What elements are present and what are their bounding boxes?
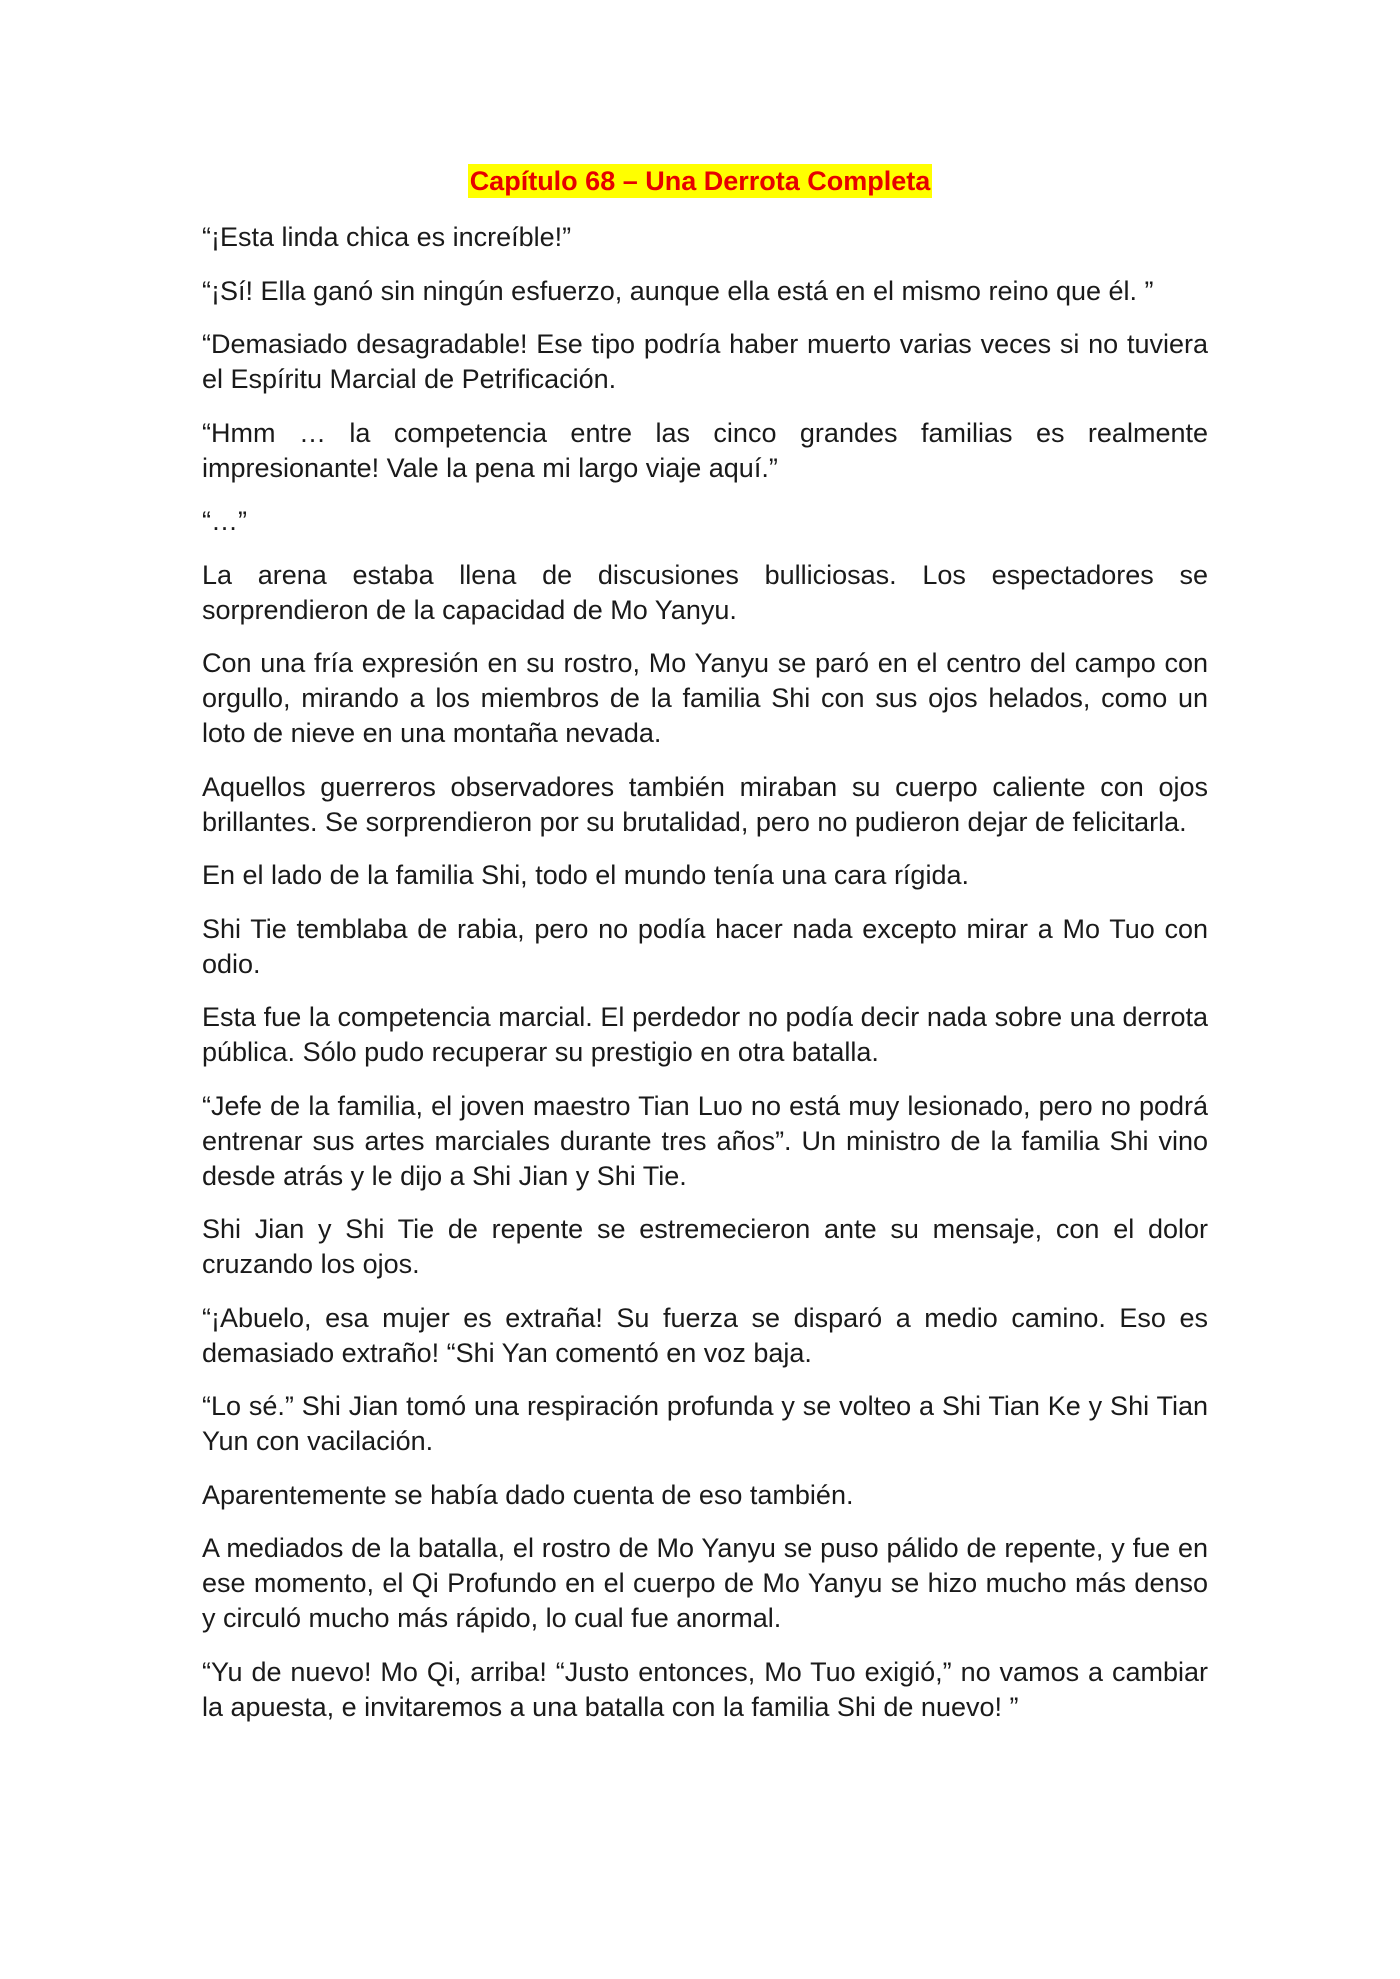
paragraph: En el lado de la familia Shi, todo el mundo tenía una cara rígida. (202, 860, 969, 890)
paragraph: A mediados de la batalla, el rostro de Mo Yanyu se puso pálido de repente, y fue en ese momento, el Qi Profundo en el cuerpo de Mo Yanyu se hizo mucho más denso y circuló mucho más rápido, lo cual fue anormal. (202, 1533, 1208, 1633)
paragraph: Shi Tie temblaba de rabia, pero no podía hacer nada excepto mirar a Mo Tuo con odio. (202, 913, 1208, 979)
paragraph: “Lo sé.” Shi Jian tomó una respiración profunda y se volteo a Shi Tian Ke y Shi Tian Yun con vacilación. (202, 1391, 1208, 1456)
paragraph: “Hmm … la competencia entre las cinco grandes familias es realmente impresionante! Vale la pena mi largo viaje aquí.” (202, 417, 1208, 483)
paragraph: La arena estaba llena de discusiones bulliciosas. Los espectadores se sorprendieron de la capacidad de Mo Yanyu. (202, 559, 1208, 625)
paragraph: Aparentemente se había dado cuenta de eso también. (202, 1479, 854, 1510)
paragraph: “¡Sí! Ella ganó sin ningún esfuerzo, aunque ella está en el mismo reino que él. ” (202, 275, 1154, 306)
paragraph: Esta fue la competencia marcial. El perdedor no podía decir nada sobre una derrota pública. Sólo pudo recuperar su prestigio en otra batalla. (202, 1002, 1208, 1067)
paragraph: “¡Esta linda chica es increíble!” (202, 222, 572, 252)
chapter-title: Capítulo 68 – Una Derrota Completa (469, 166, 931, 196)
paragraph: Shi Jian y Shi Tie de repente se estremecieron ante su mensaje, con el dolor cruzando los ojos. (202, 1214, 1208, 1279)
paragraph: “Jefe de la familia, el joven maestro Tian Luo no está muy lesionado, pero no podrá entrenar sus artes marciales durante tres años”. Un ministro de la familia Shi vino desde atrás y le dijo a Shi Jian y Shi Tie. (202, 1090, 1208, 1191)
title-row (0, 164, 1400, 198)
paragraph: “…” (202, 506, 247, 536)
paragraph: “¡Abuelo, esa mujer es extraña! Su fuerza se disparó a medio camino. Eso es demasiado extraño! “Shi Yan comentó en voz baja. (202, 1302, 1208, 1368)
paragraph: “Yu de nuevo! Mo Qi, arriba! “Justo entonces, Mo Tuo exigió,” no vamos a cambiar la apuesta, e invitaremos a una batalla con la familia Shi de nuevo! ” (202, 1656, 1208, 1722)
paragraph: “Demasiado desagradable! Ese tipo podría haber muerto varias veces si no tuviera el Espíritu Marcial de Petrificación. (202, 329, 1208, 394)
chapter-body (202, 220, 1208, 1743)
paragraph: Con una fría expresión en su rostro, Mo Yanyu se paró en el centro del campo con orgullo, mirando a los miembros de la familia Shi con sus ojos helados, como un loto de nieve en una montaña nevada. (202, 648, 1208, 748)
paragraph: Aquellos guerreros observadores también miraban su cuerpo caliente con ojos brillantes. Se sorprendieron por su brutalidad, pero no pudieron dejar de felicitarla. (202, 771, 1208, 837)
